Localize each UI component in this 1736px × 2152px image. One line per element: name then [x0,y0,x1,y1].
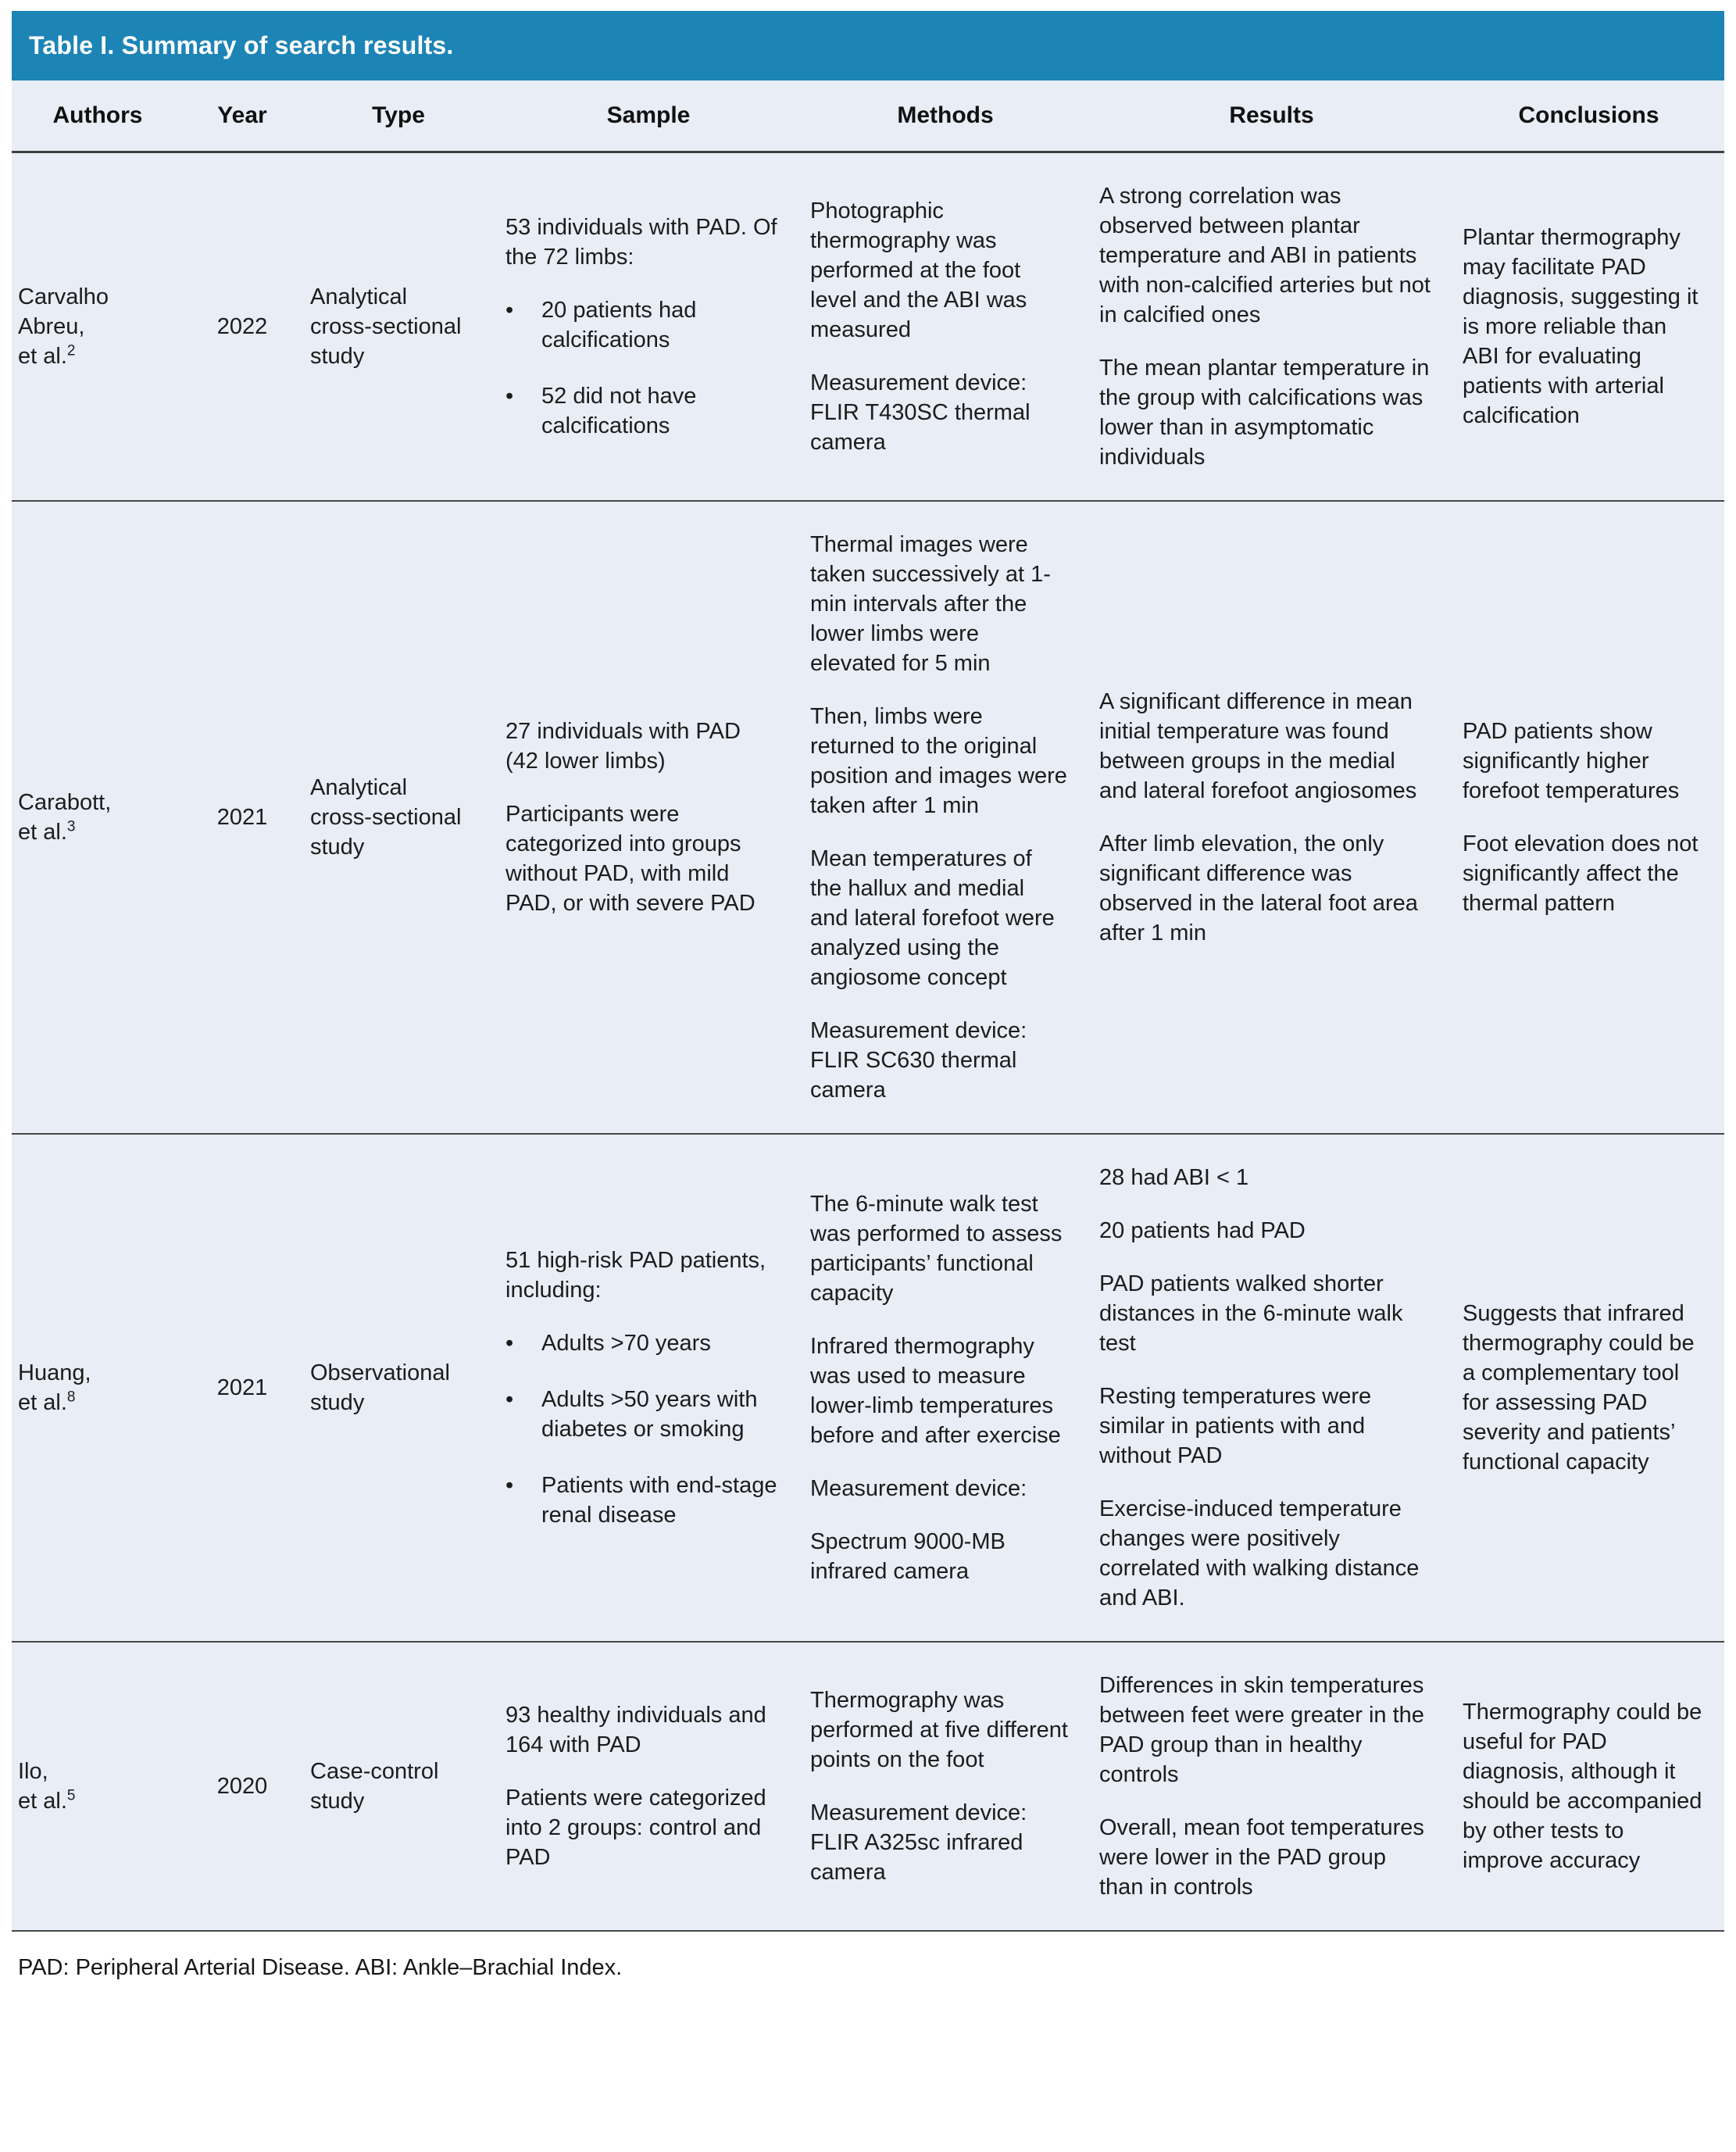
sample-paragraph: 51 high-risk PAD patients, including: [505,1248,766,1303]
column-header-type: Type [301,80,496,152]
results-paragraph: 28 had ABI < 1 [1099,1165,1249,1190]
results-paragraph: 20 patients had PAD [1099,1218,1306,1243]
cell-results [1090,152,1453,502]
methods-paragraph: Then, limbs were returned to the original position and images were taken after 1 min [810,704,1067,818]
cell-type: Case-control study [310,1759,439,1814]
bullet-text: 52 did not have calcifications [541,384,697,438]
sample-paragraph: 27 individuals with PAD (42 lower limbs) [505,719,741,774]
author-reference-number: 8 [66,1389,76,1406]
cell-authors [12,501,184,1134]
bullet-item [505,381,779,441]
sample-paragraph: 53 individuals with PAD. Of the 72 limbs: [505,215,777,270]
cell-results [1090,1642,1453,1931]
author-etal: et al.$^2$ [18,342,76,369]
cell-results [1090,501,1453,1134]
column-header-methods: Methods [801,80,1090,152]
author-reference-number: 2 [66,342,76,359]
table-row [12,152,1724,502]
cell-year: 2020 [216,1774,268,1799]
bullet-text: 20 patients had calcifications [541,298,697,352]
methods-paragraph: Infrared thermography was used to measure lower-limb temperatures before and after exercise [810,1334,1061,1448]
cell-year: 2021 [216,1375,268,1400]
cell-authors [12,152,184,502]
bullet-dot: • [505,384,514,409]
column-header-year: Year [184,80,301,152]
methods-paragraph: Spectrum 9000-MB infrared camera [810,1529,1006,1584]
cell-authors [12,1642,184,1931]
cell-conclusions [1453,501,1724,1134]
cell-sample [496,501,801,1134]
methods-paragraph: Mean temperatures of the hallux and medial and lateral forefoot were analyzed using the angiosome concept [810,846,1055,990]
conclusions-paragraph: PAD patients show significantly higher forefoot temperatures [1463,719,1680,803]
author-reference-number: 5 [66,1787,76,1804]
methods-paragraph: Measurement device: FLIR SC630 thermal camera [810,1018,1027,1103]
table-footnote: PAD: Peripheral Arterial Disease. ABI: Ankle–Brachial Index. [12,1932,1724,2009]
cell-year: 2021 [216,805,268,830]
cell-year: 2022 [216,314,268,339]
results-paragraph: PAD patients walked shorter distances in the 6-minute walk test [1099,1271,1403,1356]
bullet-dot: • [505,1331,514,1356]
author-etal: et al.$^8$ [18,1389,76,1415]
cell-type: Analytical cross-sectional study [310,284,462,369]
results-paragraph: The mean plantar temperature in the group with calcifications was lower than in asymptomatic individuals [1099,356,1430,470]
cell-methods [801,501,1090,1134]
author-name: Carvalho Abreu, [18,284,109,339]
methods-paragraph: Measurement device: FLIR A325sc infrared camera [810,1800,1027,1885]
methods-paragraph: Measurement device: FLIR T430SC thermal camera [810,370,1031,455]
author-etal: et al.$^5$ [18,1787,76,1814]
results-paragraph: After limb elevation, the only significant difference was observed in the lateral foot area after 1 min [1099,831,1418,946]
table-body [12,152,1724,1932]
cell-methods [801,1642,1090,1931]
sample-paragraph: Patients were categorized into 2 groups: control and PAD [505,1786,766,1870]
cell-sample [496,1134,801,1642]
results-paragraph: Differences in skin temperatures between feet were greater in the PAD group than in healthy controls [1099,1673,1424,1787]
author-etal: et al.$^3$ [18,818,76,845]
conclusions-paragraph: Foot elevation does not significantly affect the thermal pattern [1463,831,1698,916]
results-paragraph: A strong correlation was observed between plantar temperature and ABI in patients with non-calcified arteries but not in calcified ones [1099,184,1431,327]
results-paragraph: Exercise-induced temperature changes were positively correlated with walking distance and ABI. [1099,1496,1420,1610]
cell-authors [12,1134,184,1642]
table-row [12,501,1724,1134]
sample-paragraph: 93 healthy individuals and 164 with PAD [505,1703,766,1757]
cell-results [1090,1134,1453,1642]
results-paragraph: A significant difference in mean initial temperature was found between groups in the medial and lateral forefoot angiosomes [1099,689,1417,803]
bullet-dot: • [505,298,514,323]
author-name: Ilo, [18,1759,48,1784]
author-name: Carabott, [18,790,112,815]
methods-paragraph: Measurement device: [810,1476,1027,1501]
author-reference-number: 3 [66,818,76,835]
table-header-row [12,80,1724,152]
methods-paragraph: Thermal images were taken successively at 1-min intervals after the lower limbs were elevated for 5 min [810,532,1051,676]
column-header-conclusions: Conclusions [1453,80,1724,152]
summary-table [12,80,1724,1932]
table-row [12,1642,1724,1931]
bullet-text: Adults >70 years [541,1331,711,1356]
bullet-dot: • [505,1473,514,1498]
bullet-text: Adults >50 years with diabetes or smoking [541,1387,758,1442]
cell-conclusions [1453,152,1724,502]
bullet-text: Patients with end-stage renal disease [541,1473,777,1528]
bullet-item [505,1385,779,1444]
table-row [12,1134,1724,1642]
results-paragraph: Overall, mean foot temperatures were lower in the PAD group than in controls [1099,1815,1424,1900]
conclusions-paragraph: Plantar thermography may facilitate PAD diagnosis, suggesting it is more reliable than ABI for evaluating patients with arterial calcification [1463,225,1698,428]
bullet-item [505,1328,779,1358]
results-paragraph: Resting temperatures were similar in patients with and without PAD [1099,1384,1372,1468]
cell-conclusions [1453,1642,1724,1931]
cell-methods [801,152,1090,502]
column-header-sample: Sample [496,80,801,152]
methods-paragraph: The 6-minute walk test was performed to assess participants’ functional capacity [810,1192,1063,1306]
column-header-authors: Authors [12,80,184,152]
sample-paragraph: Participants were categorized into groups without PAD, with mild PAD, or with severe PAD [505,802,755,916]
conclusions-paragraph: Thermography could be useful for PAD diagnosis, although it should be accompanied by other tests to improve accuracy [1463,1700,1702,1873]
methods-paragraph: Thermography was performed at five different points on the foot [810,1688,1068,1772]
author-name: Huang, [18,1360,91,1385]
bullet-dot: • [505,1387,514,1412]
cell-type: Observational study [310,1360,450,1415]
table-title: Table I. Summary of search results. [29,31,454,59]
cell-sample [496,152,801,502]
cell-sample [496,1642,801,1931]
methods-paragraph: Photographic thermography was performed at the foot level and the ABI was measured [810,198,1027,342]
cell-type: Analytical cross-sectional study [310,775,462,860]
table-title-bar [12,11,1724,80]
column-header-results: Results [1090,80,1453,152]
conclusions-paragraph: Suggests that infrared thermography could be a complementary tool for assessing PAD severity and patients’ functional capacity [1463,1301,1695,1475]
bullet-item [505,295,779,355]
cell-methods [801,1134,1090,1642]
cell-conclusions [1453,1134,1724,1642]
bullet-item [505,1471,779,1530]
